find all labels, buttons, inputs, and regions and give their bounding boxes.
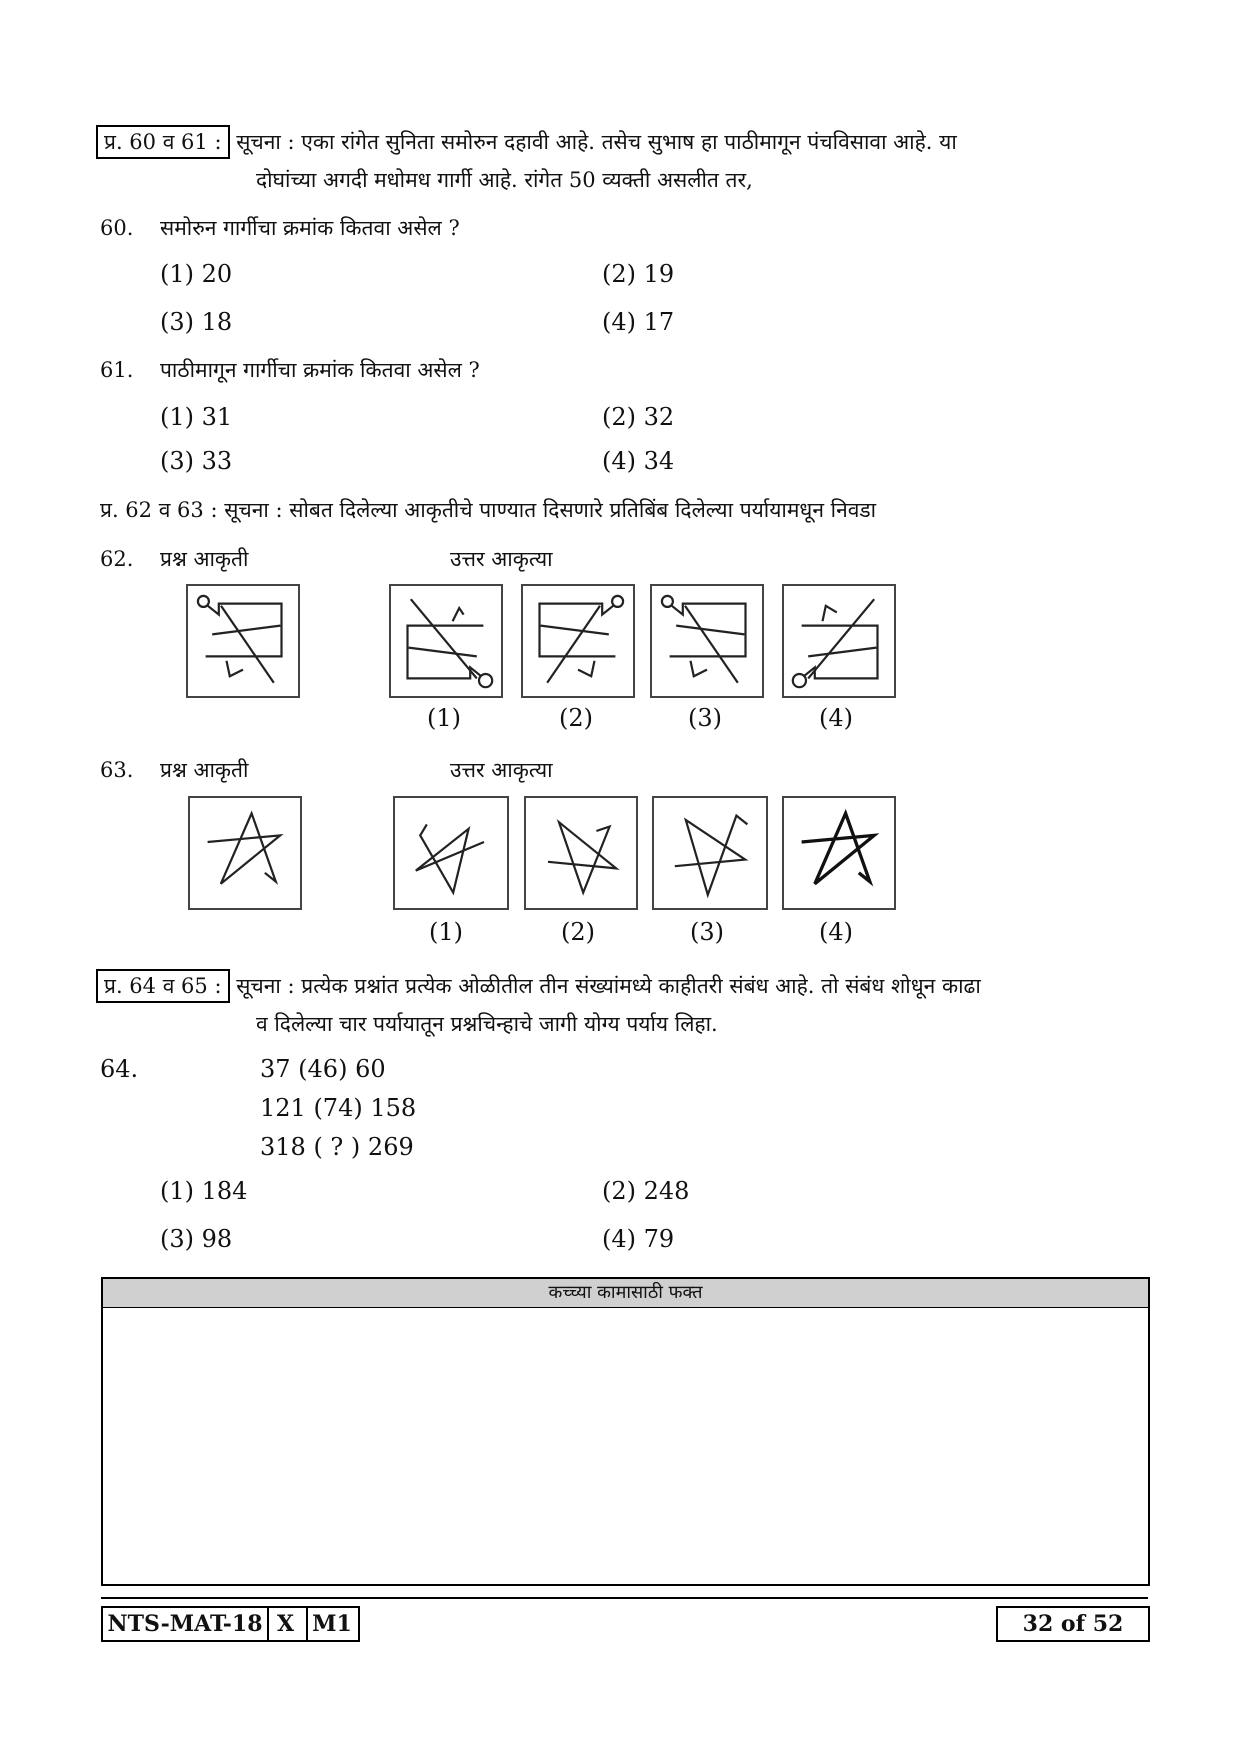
footer-page-number: 32 of 52 [996, 1606, 1150, 1642]
q60-number: 60. [100, 216, 134, 240]
q62-answer-figure-2[interactable] [521, 584, 635, 698]
rough-work-box [101, 1277, 1150, 1586]
q63-answer-figure-3[interactable] [652, 796, 768, 910]
q63-option-label-4: (4) [819, 918, 853, 946]
q64-65-instruction-line2: व दिलेल्या चार पर्यायातून प्रश्नचिन्हाचे जागी योग्य पर्याय लिहा. [256, 1012, 718, 1036]
q64-option-2: (2) 248 [602, 1177, 690, 1205]
footer-rule [101, 1597, 1148, 1599]
q62-question-figure [186, 584, 300, 698]
q61-option-3: (3) 33 [160, 447, 233, 475]
q62-answer-figure-4[interactable] [782, 584, 896, 698]
q64-65-instruction-line1: सूचना : प्रत्येक प्रश्नांत प्रत्येक ओळीतील तीन संख्यांमध्ये काहीतरी संबंध आहे. तो संबंध शोधून काढा [236, 974, 981, 998]
q64-row-2: 121 (74) 158 [260, 1094, 417, 1122]
q61-option-1: (1) 31 [160, 403, 233, 431]
q62-63-instruction: प्र. 62 व 63 : सूचना : सोबत दिलेल्या आकृतीचे पाण्यात दिसणारे प्रतिबिंब दिलेल्या पर्यायामधून निवडा [100, 498, 877, 522]
q61-option-4: (4) 34 [602, 447, 675, 475]
q61-number: 61. [100, 358, 134, 382]
q60-61-label: प्र. 60 व 61 : [96, 125, 230, 159]
q63-number: 63. [100, 758, 134, 782]
q63-answer-figure-4[interactable] [782, 796, 896, 910]
q64-row-1: 37 (46) 60 [260, 1055, 386, 1083]
q60-option-4: (4) 17 [602, 308, 675, 336]
q60-61-instruction [96, 124, 957, 160]
q62-question-figure-label: प्रश्न आकृती [160, 547, 249, 571]
q62-option-label-1: (1) [427, 704, 461, 732]
q64-option-1: (1) 184 [160, 1177, 248, 1205]
q63-option-label-1: (1) [429, 918, 463, 946]
q60-option-3: (3) 18 [160, 308, 233, 336]
q64-65-instruction [96, 968, 981, 1004]
q64-number: 64. [100, 1055, 139, 1083]
q62-answer-figures-label: उत्तर आकृत्या [450, 547, 553, 571]
footer-class: X [265, 1606, 308, 1642]
q64-option-4: (4) 79 [602, 1225, 675, 1253]
q63-option-label-2: (2) [561, 918, 595, 946]
q62-answer-figure-3[interactable] [650, 584, 764, 698]
q62-option-label-4: (4) [819, 704, 853, 732]
q63-question-figure [188, 796, 302, 910]
q63-answer-figures-label: उत्तर आकृत्या [450, 758, 553, 782]
rough-work-title: कच्च्या कामासाठी फक्त [103, 1279, 1148, 1308]
q63-answer-figure-1[interactable] [393, 796, 509, 910]
q60-option-2: (2) 19 [602, 260, 675, 288]
q62-option-label-2: (2) [559, 704, 593, 732]
q63-option-label-3: (3) [690, 918, 724, 946]
q64-65-label: प्र. 64 व 65 : [96, 969, 230, 1003]
q60-61-instruction-line1: सूचना : एका रांगेत सुनिता समोरुन दहावी आहे. तसेच सुभाष हा पाठीमागून पंचविसावा आहे. या [236, 130, 957, 154]
q61-text: पाठीमागून गार्गीचा क्रमांक कितवा असेल ? [160, 358, 480, 382]
q64-row-3: 318 ( ? ) 269 [260, 1133, 414, 1161]
q62-answer-figure-1[interactable] [389, 584, 503, 698]
q60-61-instruction-line2: दोघांच्या अगदी मधोमध गार्गी आहे. रांगेत 50 व्यक्ती असलीत तर, [256, 168, 753, 192]
q64-option-3: (3) 98 [160, 1225, 233, 1253]
q60-text: समोरुन गार्गीचा क्रमांक कितवा असेल ? [160, 216, 460, 240]
footer-medium: M1 [306, 1606, 360, 1642]
q61-option-2: (2) 32 [602, 403, 675, 431]
q60-option-1: (1) 20 [160, 260, 233, 288]
q63-answer-figure-2[interactable] [524, 796, 638, 910]
q63-question-figure-label: प्रश्न आकृती [160, 758, 249, 782]
q62-number: 62. [100, 547, 134, 571]
footer-paper-code: NTS-MAT-18 [101, 1606, 269, 1642]
q62-option-label-3: (3) [688, 704, 722, 732]
